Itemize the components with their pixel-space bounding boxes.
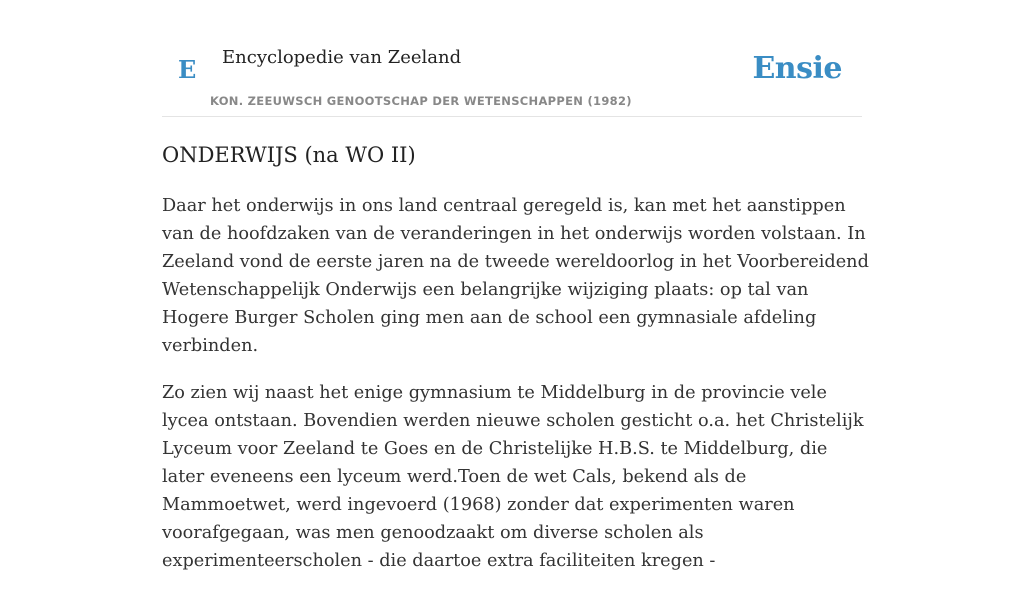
article-title: ONDERWIJS (na WO II) [162, 143, 416, 167]
site-header [162, 0, 862, 117]
encyclopedia-logo-icon[interactable]: E [178, 55, 197, 84]
article-paragraph: Zo zien wij naast het enige gymnasium te Middelburg in de provincie vele lycea ontstaan. Bovendien werden nieuwe scholen gesticht o.a. het Christelijk Lyceum voor Zeeland te Goes en de Christelijke H.B.S. te Middelburg, die later eveneens een lyceum werd.Toen de wet Cals, bekend als de Mammoetwet, werd ingevoerd (1968) zonder dat experimenten waren voorafgegaan, was men genoodzaakt om diverse scholen als experimenteerscholen - die daartoe extra faciliteiten kregen - [162, 383, 864, 571]
article-body [162, 192, 874, 594]
ensie-logo-link[interactable]: Ensie [752, 51, 842, 86]
article-paragraph: Daar het onderwijs in ons land centraal geregeld is, kan met het aanstippen van de hoofdzaken van de veranderingen in het onderwijs worden volstaan. In Zeeland vond de eerste jaren na de tweede wereldoorlog in het Voorbereidend Wetenschappelijk Onderwijs een belangrijke wijziging plaats: op tal van Hogere Burger Scholen ging men aan de school een gymnasiale afdeling verbinden. [162, 196, 869, 356]
encyclopedia-title-link[interactable]: Encyclopedie van Zeeland [222, 47, 462, 68]
publisher-label: KON. ZEEUWSCH GENOOTSCHAP DER WETENSCHAPPEN (1982) [210, 94, 632, 108]
